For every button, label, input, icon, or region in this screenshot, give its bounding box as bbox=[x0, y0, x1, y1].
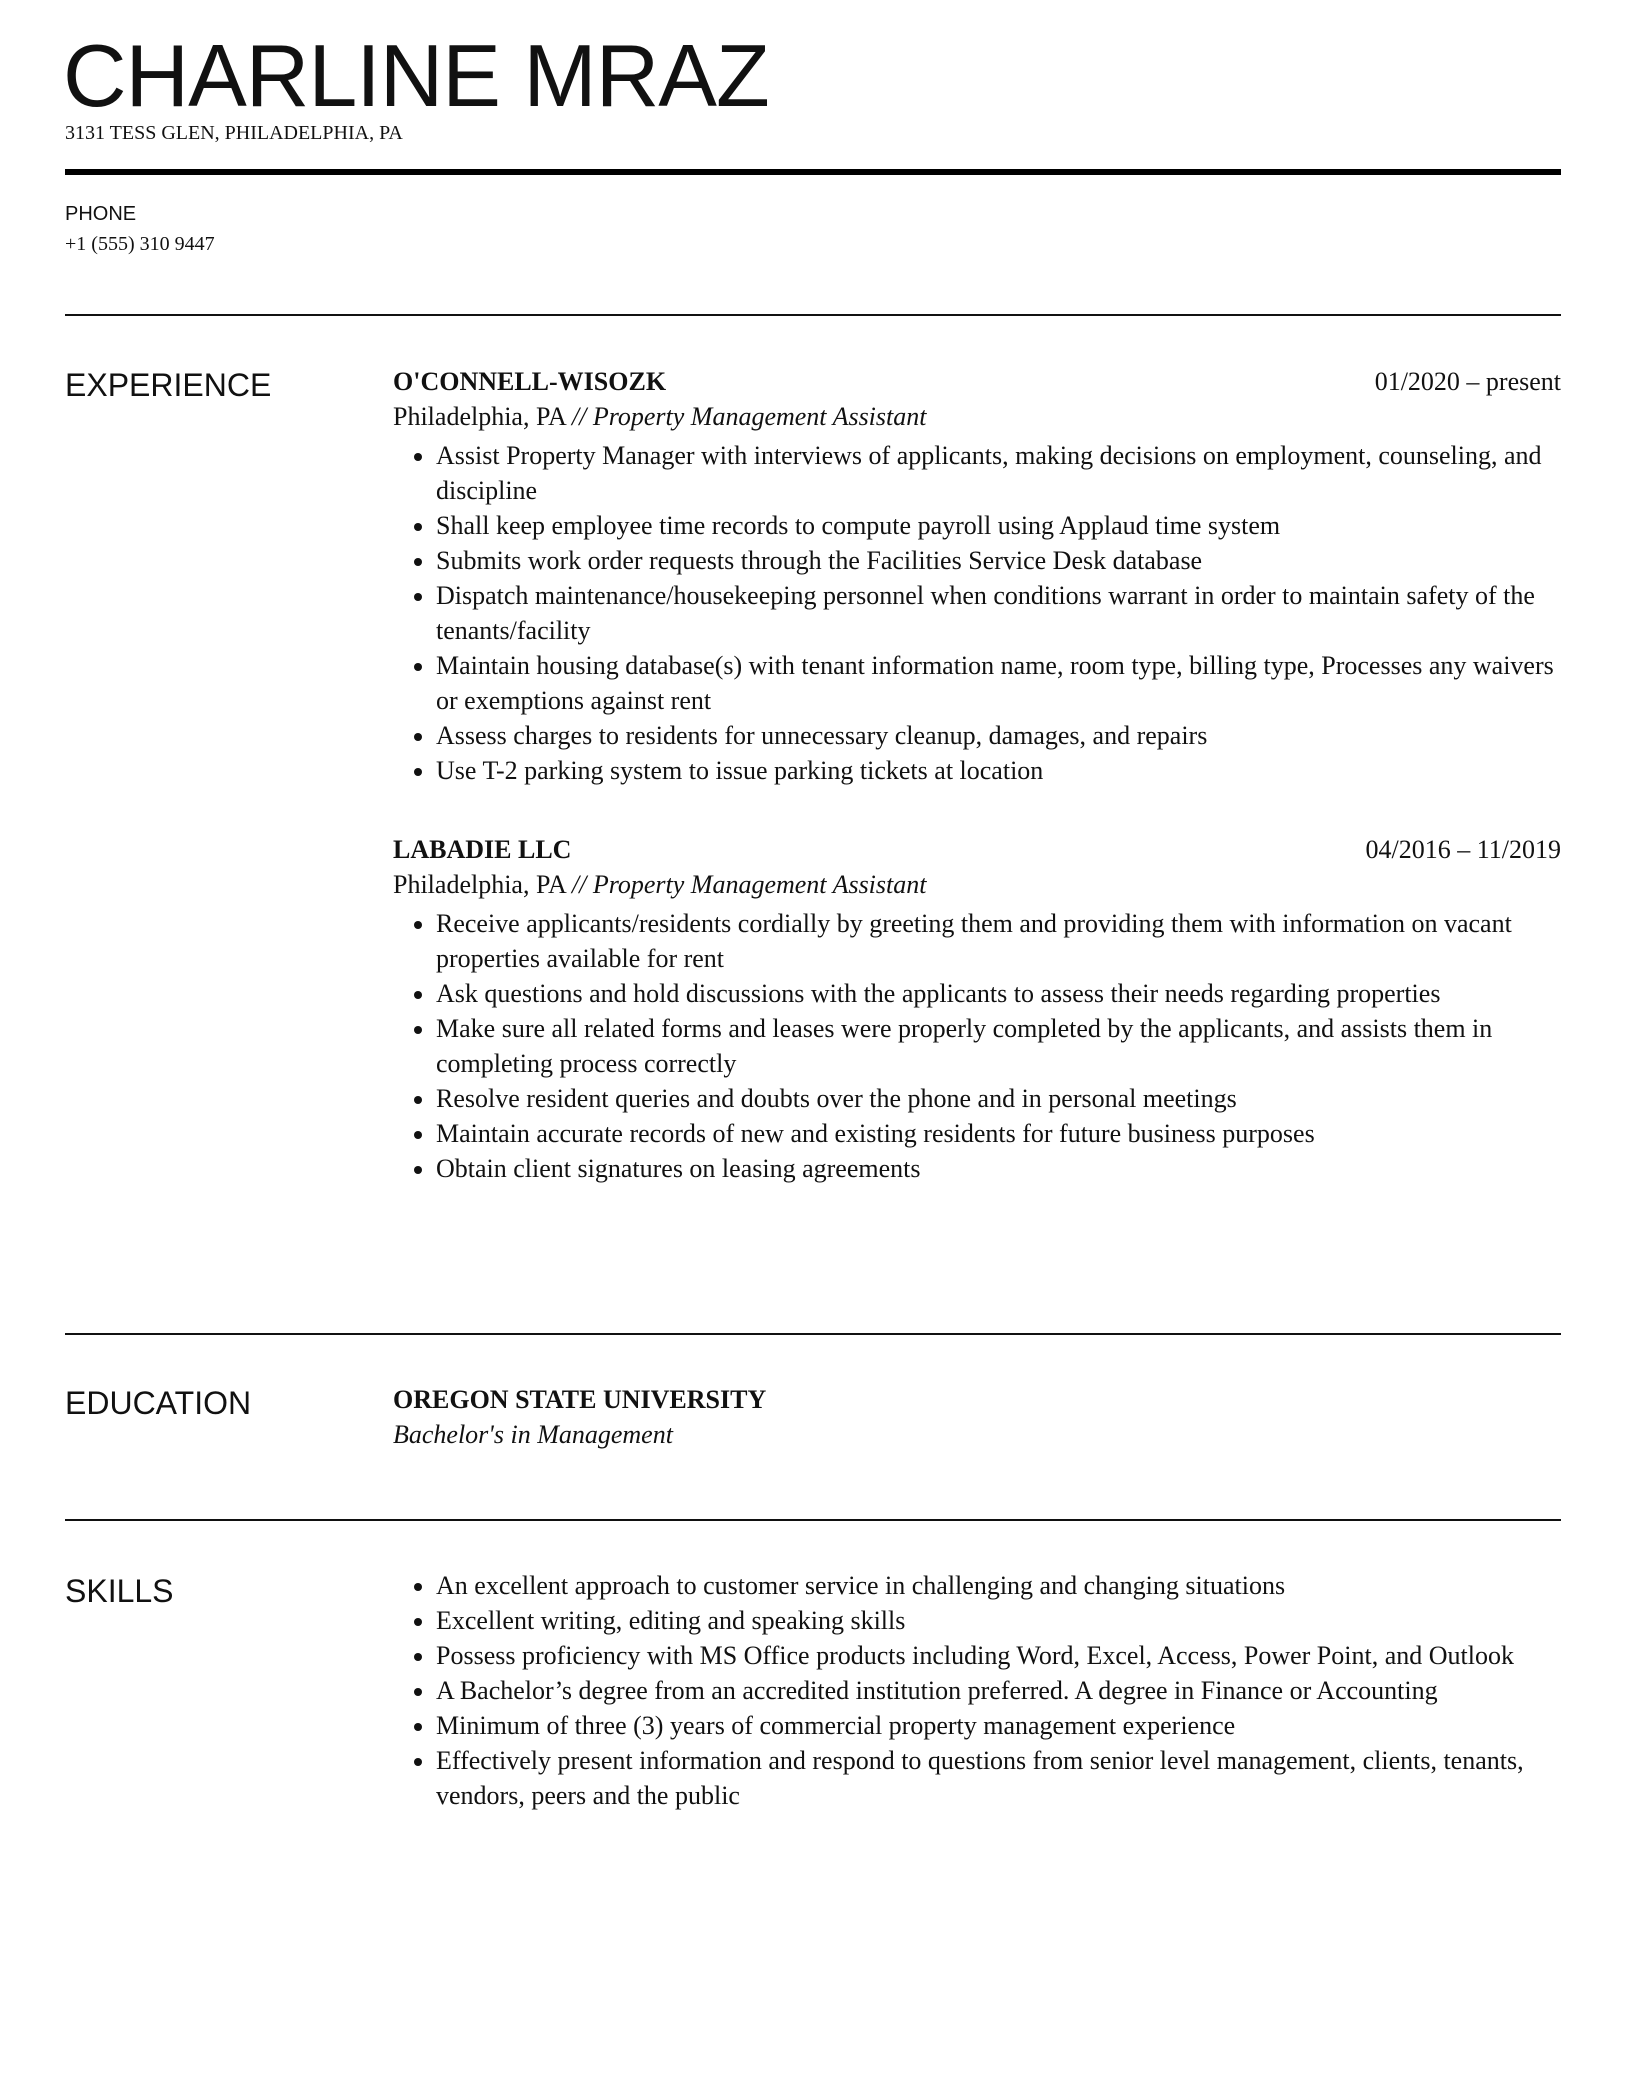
divider bbox=[65, 1333, 1561, 1335]
bullet: • Submits work order requests through the Facilities Service Desk database bbox=[436, 543, 1561, 578]
bullet: • Assess charges to residents for unnecessary cleanup, damages, and repairs bbox=[436, 718, 1561, 753]
school: OREGON STATE UNIVERSITY bbox=[393, 1385, 767, 1414]
bullet: • Ask questions and hold discussions with the applicants to assess their needs regarding properties bbox=[436, 976, 1561, 1011]
skills-list bbox=[393, 1568, 1561, 1813]
divider bbox=[65, 1519, 1561, 1521]
role: // Property Management Assistant bbox=[571, 402, 927, 431]
job-entry bbox=[393, 832, 1561, 1186]
section-title-experience: EXPERIENCE bbox=[65, 367, 272, 403]
address: 3131 TESS GLEN, PHILADELPHIA, PA bbox=[65, 122, 403, 144]
dates: 04/2016 – 11/2019 bbox=[1365, 835, 1561, 864]
degree: Bachelor's in Management bbox=[393, 1420, 673, 1449]
bullet: • Maintain accurate records of new and existing residents for future business purposes bbox=[436, 1116, 1561, 1151]
divider bbox=[65, 314, 1561, 316]
skill-item: • Minimum of three (3) years of commercial property management experience bbox=[436, 1708, 1561, 1743]
phone-value: +1 (555) 310 9447 bbox=[65, 233, 215, 255]
bullet: • Resolve resident queries and doubts over the phone and in personal meetings bbox=[436, 1081, 1561, 1116]
bullet: • Dispatch maintenance/housekeeping personnel when conditions warrant in order to maintain safety of the tenants/facility bbox=[436, 578, 1561, 648]
education-entry bbox=[393, 1382, 1561, 1452]
bullet: • Maintain housing database(s) with tenant information name, room type, billing type, Processes any waivers or exemptions against rent bbox=[436, 648, 1561, 718]
candidate-name: CHARLINE MRAZ bbox=[63, 26, 769, 125]
company: LABADIE LLC bbox=[393, 835, 572, 864]
section-title-skills: SKILLS bbox=[65, 1573, 174, 1609]
skill-item: • An excellent approach to customer service in challenging and changing situations bbox=[436, 1568, 1561, 1603]
header-divider bbox=[65, 169, 1561, 175]
dates: 01/2020 – present bbox=[1374, 367, 1561, 396]
bullet: • Assist Property Manager with interviews of applicants, making decisions on employment, counseling, and discipline bbox=[436, 438, 1561, 508]
bullet: • Shall keep employee time records to compute payroll using Applaud time system bbox=[436, 508, 1561, 543]
role: // Property Management Assistant bbox=[571, 870, 927, 899]
bullet: • Make sure all related forms and leases were properly completed by the applicants, and assists them in completing process correctly bbox=[436, 1011, 1561, 1081]
job-entry bbox=[393, 364, 1561, 788]
location: Philadelphia, PA bbox=[393, 402, 566, 431]
location: Philadelphia, PA bbox=[393, 870, 566, 899]
skill-item: • Effectively present information and respond to questions from senior level management, clients, tenants, vendors, peers and the public bbox=[436, 1743, 1561, 1813]
phone-label: PHONE bbox=[65, 203, 137, 225]
skill-item: • A Bachelor’s degree from an accredited institution preferred. A degree in Finance or Accounting bbox=[436, 1673, 1561, 1708]
bullet: • Obtain client signatures on leasing agreements bbox=[436, 1151, 1561, 1186]
bullet: • Use T-2 parking system to issue parking tickets at location bbox=[436, 753, 1561, 788]
company: O'CONNELL-WISOZK bbox=[393, 367, 667, 396]
bullet: • Receive applicants/residents cordially by greeting them and providing them with information on vacant properties available for rent bbox=[436, 906, 1561, 976]
experience-list bbox=[393, 364, 1561, 1186]
skill-item: • Excellent writing, editing and speaking skills bbox=[436, 1603, 1561, 1638]
skill-item: • Possess proficiency with MS Office products including Word, Excel, Access, Power Point, and Outlook bbox=[436, 1638, 1561, 1673]
section-title-education: EDUCATION bbox=[65, 1385, 252, 1421]
